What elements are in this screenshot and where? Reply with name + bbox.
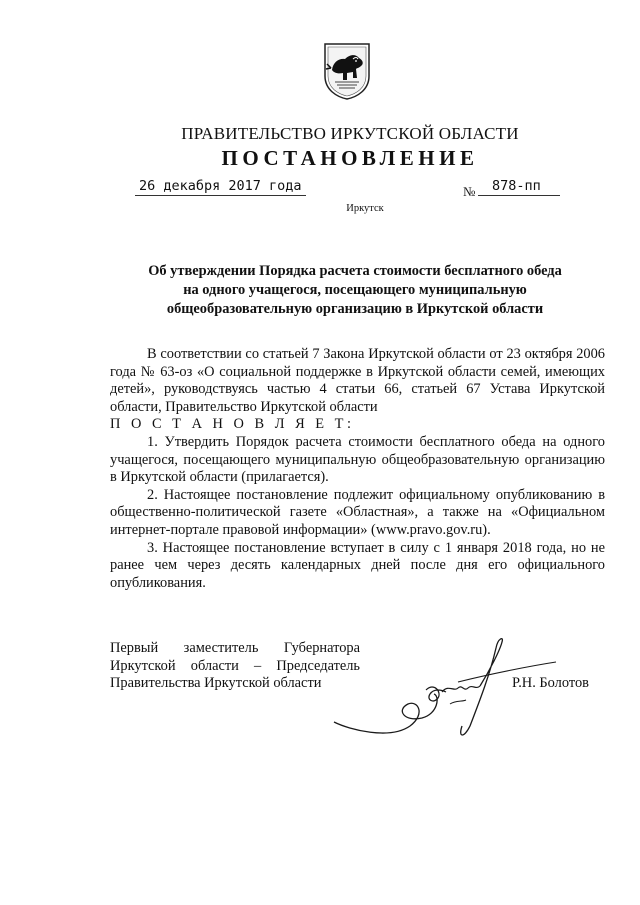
document-title	[120, 262, 590, 319]
position-word: области	[190, 657, 239, 674]
position-word: Иркутской	[110, 657, 176, 674]
irkutsk-coat-of-arms-icon	[323, 42, 371, 100]
position-word: –	[254, 657, 262, 674]
title-line: Об утверждении Порядка расчета стоимости бесплатного обеда	[148, 263, 562, 279]
signatory-position	[110, 640, 360, 693]
signer-name: Р.Н. Болотов	[512, 675, 589, 691]
position-word: Председатель	[276, 657, 360, 674]
decree-word: П О С Т А Н О В Л Я Е Т:	[110, 416, 355, 433]
item-2-paragraph: 2. Настоящее постановление подлежит официальному опубликованию в общественно-политической газете «Областная», а также на «Официальном интернет-портале правовой информации» (www.pravo.gov.ru).	[110, 486, 605, 538]
preamble-paragraph: В соответствии со статьей 7 Закона Иркутской области от 23 октября 2006 года № 63-оз «О социальной поддержке в Иркутской области семей, имеющих детей», руководствуясь частью 4 статьи 66, статьей 67 Устава Иркутской области, Правительство Иркутской области	[110, 346, 605, 415]
title-line: на одного учащегося, посещающего муниципальную	[183, 282, 527, 298]
document-number: 878-пп	[478, 178, 560, 196]
city-name: Иркутск	[346, 203, 384, 214]
item-3-paragraph: 3. Настоящее постановление вступает в силу с 1 января 2018 года, но не ранее чем через десять календарных дней после дня его официального опубликования.	[110, 539, 605, 591]
position-line: Правительства Иркутской области	[110, 675, 322, 692]
position-line	[110, 640, 360, 658]
position-word: Первый	[110, 640, 159, 656]
document-body	[110, 346, 605, 592]
item-1-paragraph: 1. Утвердить Порядок расчета стоимости бесплатного обеда на одного учащегося, посещающего муниципальную общеобразовательную организацию в Иркутской области (прилагается).	[110, 433, 605, 486]
position-word: Губернатора	[283, 640, 360, 656]
title-line: общеобразовательную организацию в Иркутской области	[166, 301, 544, 317]
document-type: ПОСТАНОВЛЕНИЕ	[221, 146, 479, 170]
position-line	[110, 658, 360, 676]
document-date: 26 декабря 2017 года	[135, 178, 306, 196]
government-name: ПРАВИТЕЛЬСТВО ИРКУТСКОЙ ОБЛАСТИ	[181, 124, 519, 143]
number-sign: №	[463, 184, 476, 199]
position-word: заместитель	[183, 640, 259, 656]
